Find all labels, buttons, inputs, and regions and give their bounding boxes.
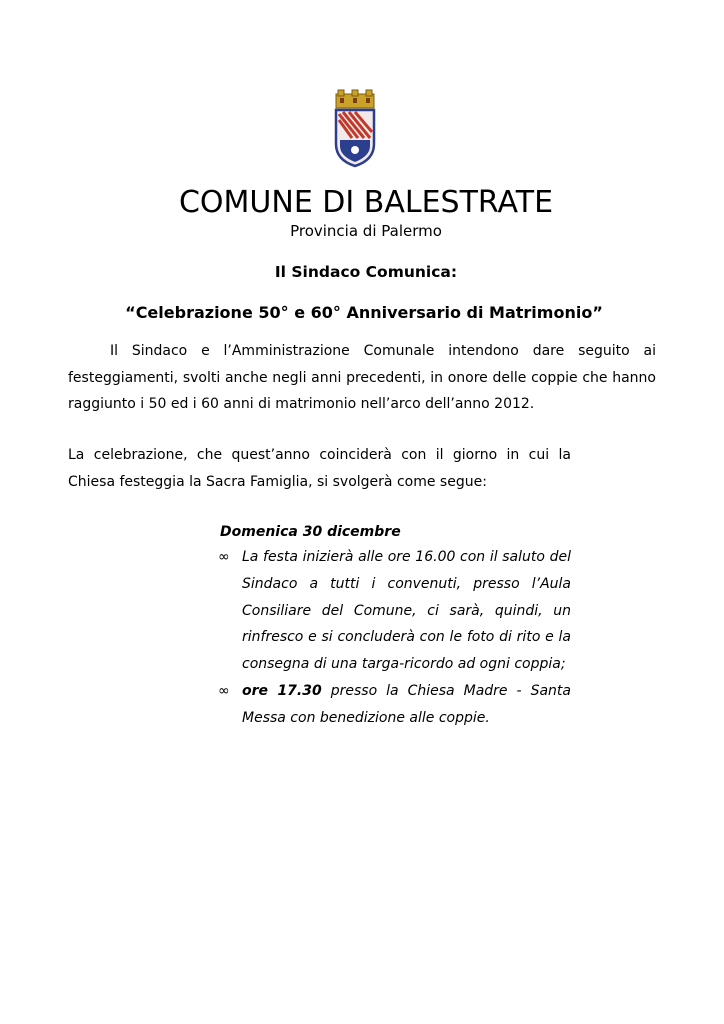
schedule-item-text: La festa inizierà alle ore 16.00 con il saluto del Sindaco a tutti i convenuti, presso l’Aula Consiliare del Comune, ci sarà, quindi, un rinfresco e si concluderà con le foto di rito e la consegna di una targa-ricordo ad ogni coppia; — [242, 549, 571, 673]
schedule-item-text: presso la Chiesa Madre - Santa Messa con benedizione alle coppie. — [242, 682, 571, 726]
event-title: “Celebrazione 50° e 60° Anniversario di Matrimonio” — [125, 303, 603, 322]
intro-paragraph: Il Sindaco e l’Amministrazione Comunale intendono dare seguito ai festeggiamenti, svolti anche negli anni precedenti, in onore delle coppie che hanno raggiunto i 50 ed i 60 anni di matrimonio nell’arco dell’anno 2012. — [68, 343, 656, 412]
list-item — [218, 678, 571, 732]
infinity-bullet-icon: ∞ — [218, 549, 230, 565]
schedule-day: Domenica 30 dicembre — [220, 524, 401, 540]
list-item — [218, 544, 571, 678]
infinity-bullet-icon: ∞ — [218, 682, 230, 699]
schedule-list — [218, 544, 571, 732]
notice-heading: Il Sindaco Comunica: — [274, 263, 458, 281]
celebration-paragraph — [68, 442, 571, 495]
schedule-item-time: ore 17.30 — [242, 682, 322, 699]
celebration-text: La celebrazione, che quest’anno coinciderà con il giorno in cui la Chiesa festeggia la Sacra Famiglia, si svolgerà come segue: — [68, 447, 571, 490]
province-subtitle: Provincia di Palermo — [290, 222, 442, 240]
coat-of-arms-icon — [330, 88, 380, 168]
municipality-title: COMUNE DI BALESTRATE — [178, 185, 554, 220]
